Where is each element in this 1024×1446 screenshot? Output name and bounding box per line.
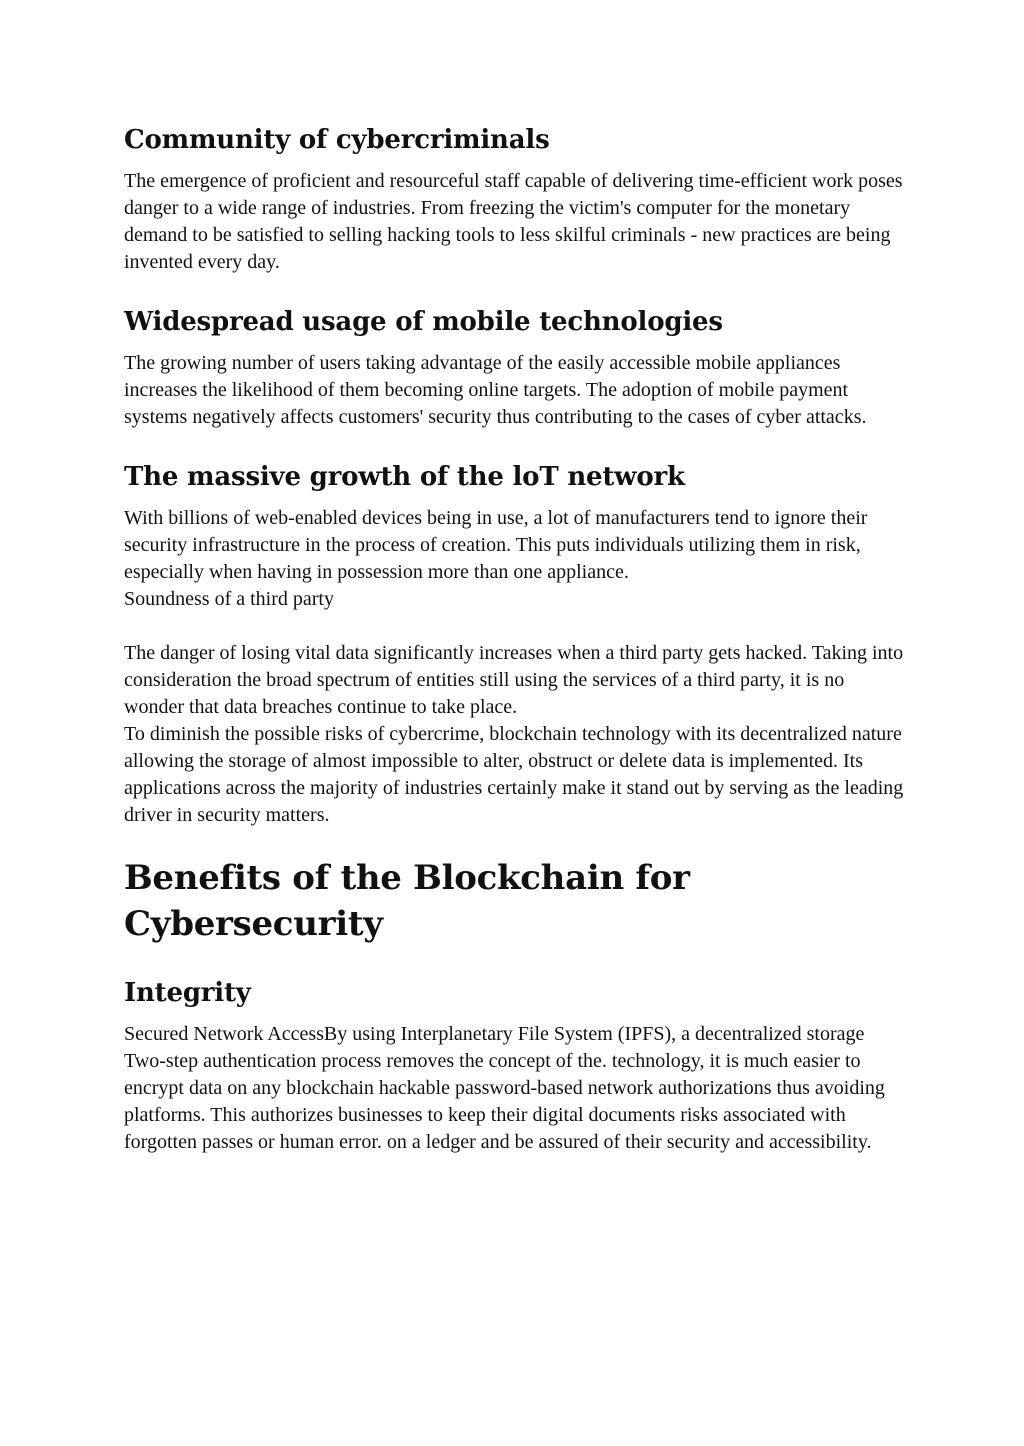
section-body-cybercriminals: The emergence of proficient and resourceful staff capable of delivering time-efficient work poses danger to a wide range of industries. From freezing the victim's computer for the monetary demand to be satisfied to selling hacking tools to less skilful criminals - new practices are being invented every day.	[124, 170, 903, 273]
section-body-iot: With billions of web-enabled devices being in use, a lot of manufacturers tend to ignore their security infrastructure in the process of creation. This puts individuals utilizing them in risk, especially when having in possession more than one appliance.	[124, 507, 868, 583]
section-heading-cybercriminals: Community of cybercriminals	[124, 125, 550, 155]
paragraph-blockchain-risks: To diminish the possible risks of cybercrime, blockchain technology with its decentralized nature allowing the storage of almost impossible to alter, obstruct or delete data is implemented. Its applications across the majority of industries certainly make it stand out by serving as the leading driver in security matters.	[124, 723, 904, 826]
section-body-mobile: The growing number of users taking advantage of the easily accessible mobile appliances increases the likelihood of them becoming online targets. The adoption of mobile payment systems negatively affects customers' security thus contributing to the cases of cyber attacks.	[124, 352, 867, 428]
document-page	[124, 124, 904, 1156]
section-heading-integrity: Integrity	[124, 978, 251, 1008]
paragraph-third-party-danger: The danger of losing vital data significantly increases when a third party gets hacked. Taking into consideration the broad spectrum of entities still using the services of a third party, it is no wonder that data breaches continue to take place.	[124, 642, 904, 718]
main-heading-benefits: Benefits of the Blockchain for Cybersecurity	[124, 858, 690, 944]
section-heading-mobile: Widespread usage of mobile technologies	[124, 307, 723, 337]
section-subline-third-party: Soundness of a third party	[124, 588, 334, 610]
section-heading-iot: The massive growth of the loT network	[124, 462, 685, 492]
section-body-integrity: Secured Network AccessBy using Interplanetary File System (IPFS), a decentralized storage Two-step authentication process removes the concept of the. technology, it is much easier to encrypt data on any blockchain hackable password-based network authorizations thus avoiding platforms. This authorizes businesses to keep their digital documents risks associated with forgotten passes or human error. on a ledger and be assured of their security and accessibility.	[124, 1023, 885, 1153]
